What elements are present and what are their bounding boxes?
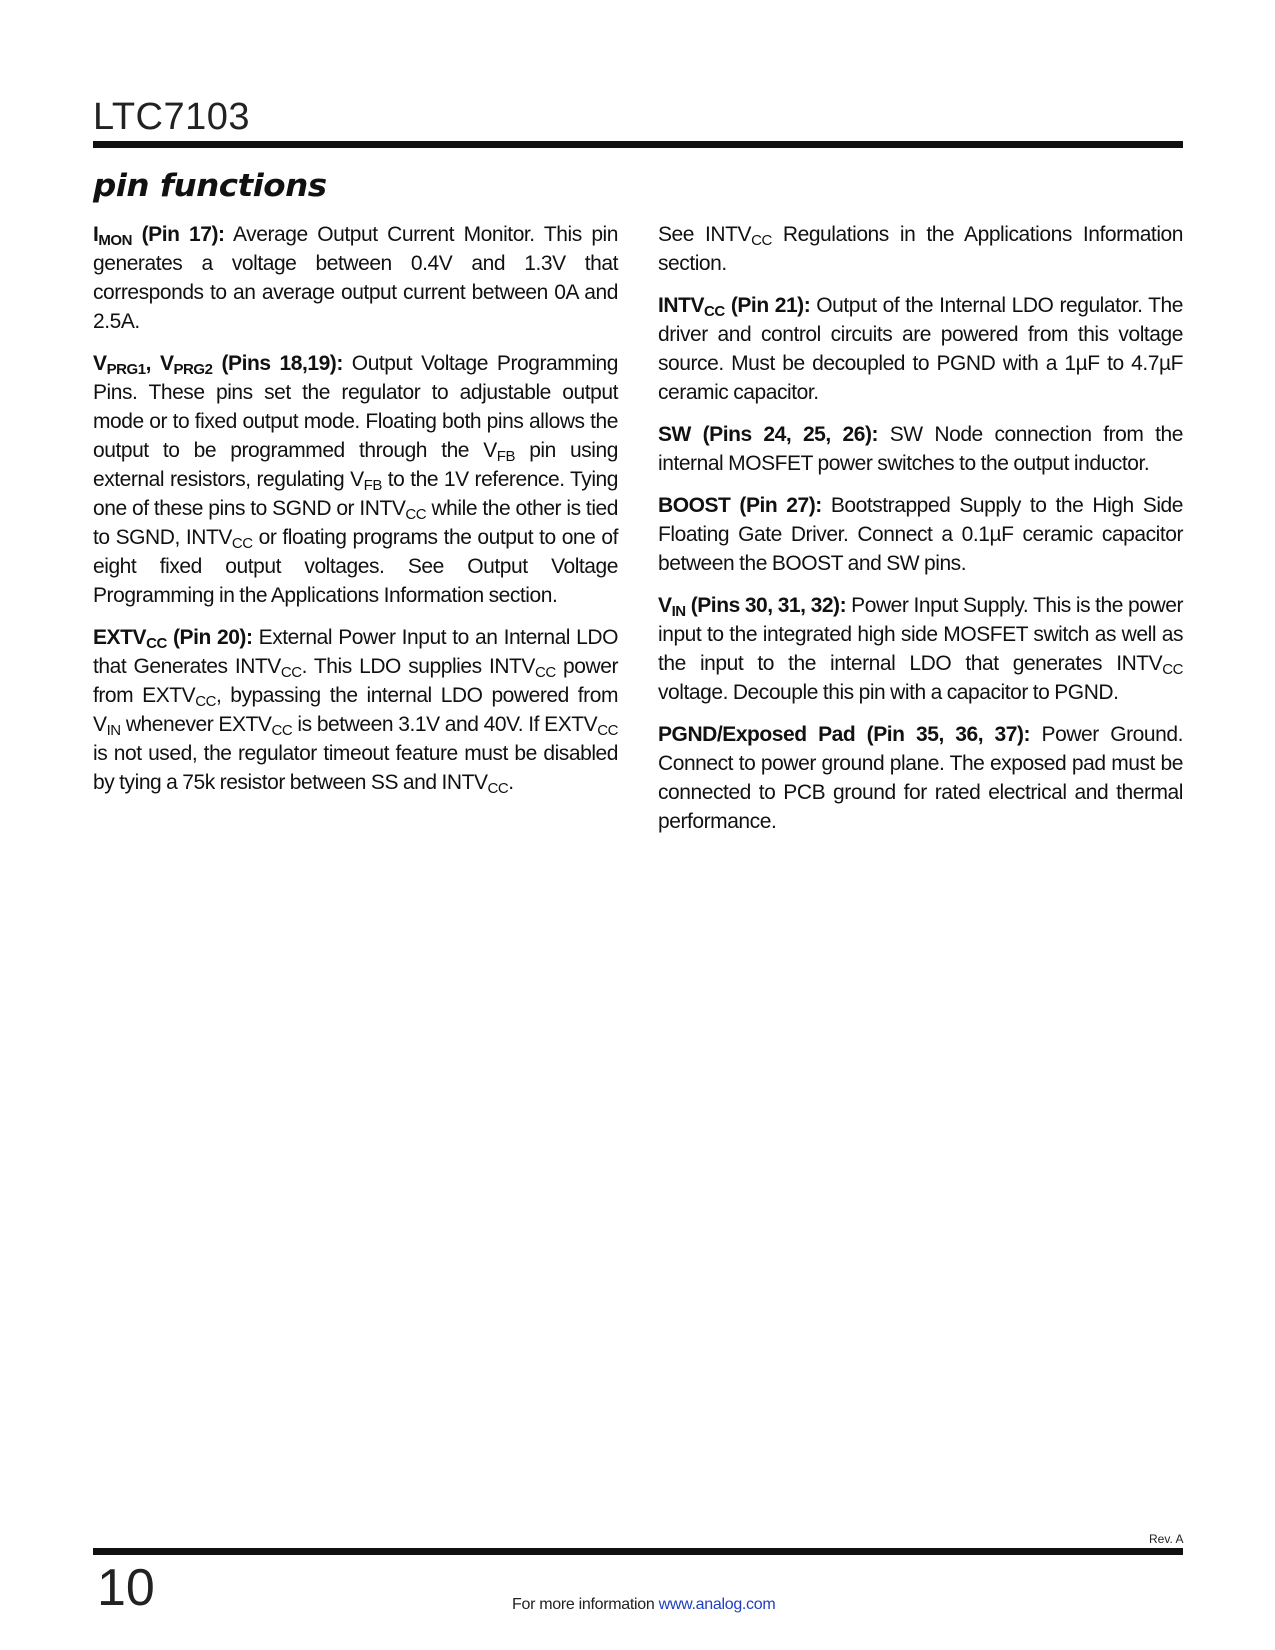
footer-rule (93, 1548, 1183, 1555)
revision-label: Rev. A (1149, 1532, 1184, 1546)
extvcc-continued: See $INTV_{CC}$ Regulations in the Applications Information section. (658, 223, 1183, 275)
pin-sw: SW (Pins 24, 25, 26): SW Node connection from the internal MOSFET power switches to the output inductor. (658, 423, 1183, 475)
left-column (93, 220, 618, 810)
pin-vin: $V_{IN}$ (Pins 30, 31, 32): Power Input Supply. This is the power input to the integrated high side MOSFET switch as well as the input to the internal LDO that generates $INTV_{CC}$ voltage. Decouple this pin with a capacitor to PGND. (658, 594, 1183, 704)
footer-text: For more information www.analog.com (512, 1596, 776, 1613)
page-number: 10 (97, 1559, 155, 1617)
pin-imon: $I_{MON}$ (Pin 17): Average Output Current Monitor. This pin generates a voltage between 0.4V and 1.3V that corresponds to an average output current between 0A and 2.5A. (93, 223, 618, 333)
right-column (658, 220, 1183, 849)
pin-vprg: $V_{PRG1}$, $V_{PRG2}$ (Pins 18,19): Output Voltage Programming Pins. These pins set the regulator to adjustable output mode or to fixed output mode. Floating both pins allows the output to be programmed through the $V_{FB}$ pin using external resistors, regulating $V_{FB}$ to the 1V reference. Tying one of these pins to SGND or $INTV_{CC}$ while the other is tied to SGND, $INTV_{CC}$ or floating programs the output to one of eight fixed output voltages. See Output Voltage Programming in the Applications Information section. (93, 352, 619, 607)
pin-intvcc: $INTV_{CC}$ (Pin 21): Output of the Internal LDO regulator. The driver and control circuits are powered from this voltage source. Must be decoupled to PGND with a 1µF to 4.7µF ceramic capacitor. (658, 294, 1183, 404)
website-link[interactable]: www.analog.com (658, 1596, 776, 1613)
part-number: LTC7103 (93, 96, 251, 138)
section-title: pin functions (93, 168, 327, 204)
pin-pgnd: PGND/Exposed Pad (Pin 35, 36, 37): Power Ground. Connect to power ground plane. The exposed pad must be connected to PCB ground for rated electrical and thermal performance. (658, 723, 1183, 833)
pin-extvcc: $EXTV_{CC}$ (Pin 20): External Power Input to an Internal LDO that Generates $INTV_{CC}$. This LDO supplies $INTV_{CC}$ power from $EXTV_{CC}$, bypassing the internal LDO powered from $V_{IN}$ whenever $EXTV_{CC}$ is between 3.1V and 40V. If $EXTV_{CC}$ is not used, the regulator timeout feature must be disabled by tying a 75k resistor between SS and $INTV_{CC}$. (93, 626, 618, 797)
pin-boost: BOOST (Pin 27): Bootstrapped Supply to the High Side Floating Gate Driver. Connect a 0.1µF ceramic capacitor between the BOOST and SW pins. (658, 494, 1183, 575)
header-rule (93, 141, 1183, 148)
